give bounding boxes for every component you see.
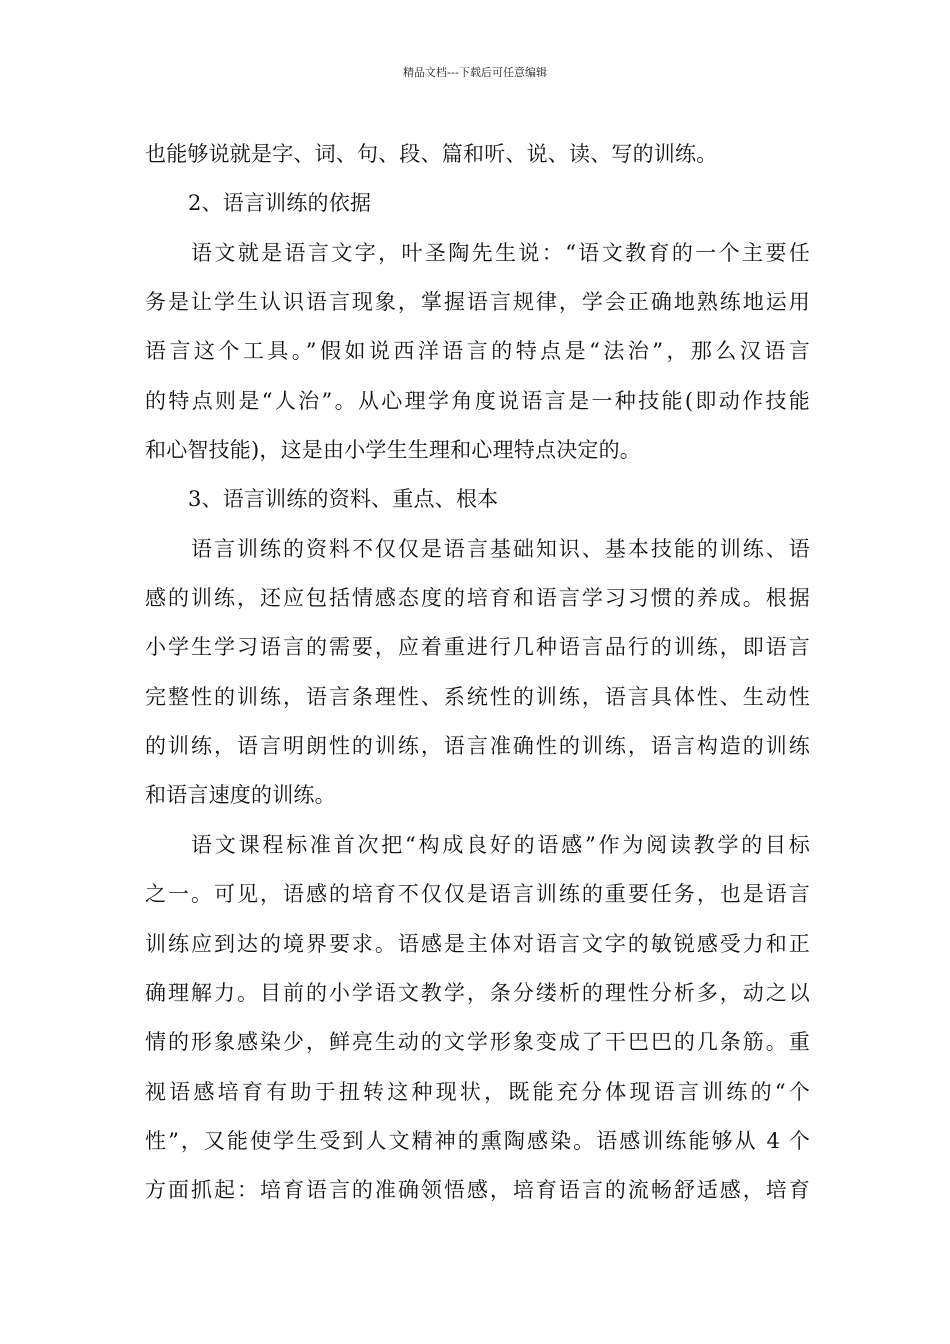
text-line: 语言这个工具。”假如说西洋语言的特点是“法治”，那么汉语言	[145, 339, 810, 364]
text-line: 务是让学生认识语言现象，掌握语言规律，学会正确地熟练地运用	[145, 290, 810, 315]
document-body	[145, 130, 810, 1216]
text-line: 的特点则是“人治”。从心理学角度说语言是一种技能(即动作技能	[145, 388, 810, 413]
text-line: 训练应到达的境界要求。语感是主体对语言文字的敏锐感受力和正	[145, 931, 810, 956]
section-heading: 3、语言训练的资料、重点、根本	[188, 487, 499, 512]
text-line: 性”，又能使学生受到人文精神的熏陶感染。语感训练能够从 4 个	[145, 1128, 810, 1153]
text-line: 完整性的训练，语言条理性、系统性的训练，语言具体性、生动性	[145, 684, 810, 709]
text-line: 和心智技能)，这是由小学生生理和心理特点决定的。	[145, 438, 641, 463]
text-line: 语言训练的资料不仅仅是语言基础知识、基本技能的训练、语	[191, 536, 810, 561]
section-heading: 2、语言训练的依据	[188, 191, 372, 216]
text-line: 的训练，语言明朗性的训练，语言准确性的训练，语言构造的训练	[145, 734, 810, 759]
text-line: 之一。可见，语感的培育不仅仅是语言训练的重要任务，也是语言	[145, 882, 810, 907]
text-line: 视语感培育有助于扭转这种现状，既能充分体现语言训练的“个	[145, 1079, 810, 1104]
page-header: 精品文档---下载后可任意编辑	[403, 66, 547, 79]
text-line: 确理解力。目前的小学语文教学，条分缕析的理性分析多，动之以	[145, 980, 810, 1005]
text-line: 也能够说就是字、词、句、段、篇和听、说、读、写的训练。	[145, 142, 718, 166]
text-line: 感的训练，还应包括情感态度的培育和语言学习习惯的养成。根据	[145, 586, 810, 611]
text-line: 语文就是语言文字，叶圣陶先生说：“语文教育的一个主要任	[191, 240, 810, 265]
text-line: 和语言速度的训练。	[145, 783, 336, 808]
text-line: 小学生学习语言的需要，应着重进行几种语言品行的训练，即语言	[145, 635, 810, 660]
text-line: 语文课程标准首次把“构成良好的语感”作为阅读教学的目标	[191, 832, 810, 857]
text-line: 情的形象感染少，鲜亮生动的文学形象变成了干巴巴的几条筋。重	[145, 1030, 810, 1055]
text-line: 方面抓起：培育语言的准确领悟感，培育语言的流畅舒适感，培育	[145, 1178, 810, 1203]
